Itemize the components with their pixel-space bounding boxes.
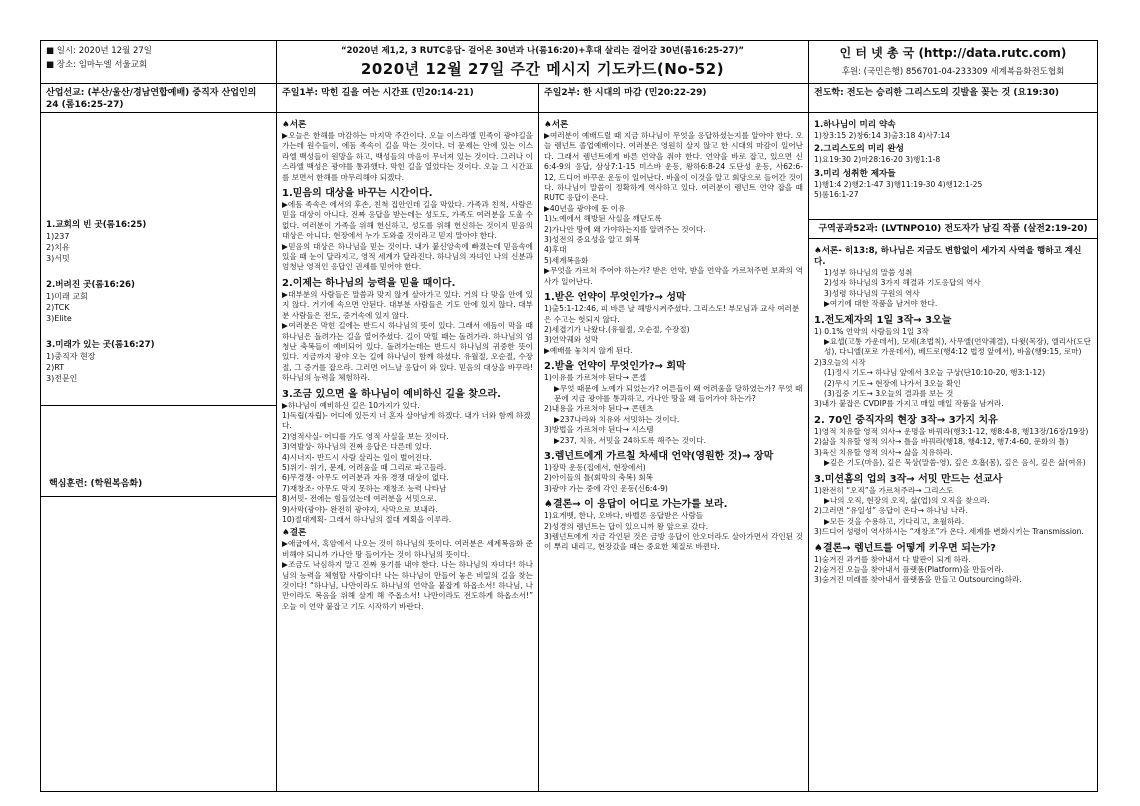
list-item: 3)역발상- 하나님의 진짜 응답은 다른데 있다. (282, 442, 432, 452)
list-item: 4)후대 (544, 245, 567, 255)
point-text: ▶대부분의 사람들은 말씀과 맞지 않게 살아가고 있다. 거의 다 맞을 안에 있지 않다. 거기에 속으면 안된다. 대부분 사람들은 기도 안에 있지 않다. 대부분 사람들은 전도, 증거속에 있지 않다. (282, 289, 533, 320)
section-heading: 1.하나님이 미리 약속 (814, 120, 896, 130)
list-item: 3)언약궤와 성막 (544, 335, 599, 345)
header-title-block (277, 41, 809, 83)
intro-text: ▶여러분이 예배드릴 때 지금 하나님이 무엇을 응답하셨는지를 알아야 한다. 오늘 렘넌트 졸업예배이다. 여러분은 영원히 살지 않고 한 시대의 마감이 일어난다. 그래서 렘넌트에게 바른 언약을 줘야 한다. 언약을 바로 잡고, 있으면 신6:4-9의 응답, 삼상7:1-15 미스바 운동, 왕하6:8-24 도단성 운동, 사62:6-12, 드디어 바꾸운 운동이 일어난다. 바울이 이것을 알고 회당으로 들어간 것이다. 하나님이 말씀이 정확하게 역사하고 있다. 여러분이 렘넌트 언약 잡을 때 RUTC 응답이 온다. (544, 131, 803, 203)
list-item: (1)정시 기도→ 하나님 앞에서 3오늘 구상(단10:10-20, 행3:1-12) (824, 368, 1046, 378)
list-item: 3)내가 붙잡은 CVDIP를 가지고 매일 매일 작품을 남겨라. (814, 399, 1004, 409)
list-item: 3)성전의 중요성을 알고 회복 (544, 235, 640, 245)
header-account: 후원: (국민은행) 856701-04-233309 세계복음화전도협회 (841, 67, 1065, 77)
list-item: 3)드디어 성령이 역사하시는 “재창조”가 온다. 세계를 변화시키는 Transmission. (814, 527, 1084, 537)
column-sunday-service-2 (539, 83, 809, 791)
header-meta (41, 41, 277, 83)
point-heading: 2.받을 언약이 무엇인가?→ 회막 (544, 361, 686, 373)
list-item: ▶모든 것을 수용하고, 기다리고, 초월하라. (824, 516, 965, 526)
list-item: 10)절대계획- 그래서 하나님의 절대 계획을 이루라. (282, 515, 452, 524)
list-item: 2)성자 하나님의 3가지 해결과 기도응답의 역사 (824, 278, 981, 288)
list-item: ▶나의 오직, 현장의 오직, 삶(업)의 오직을 찾으라. (824, 495, 990, 505)
conclusion-heading: ♠결론→ 렘넌트를 어떻게 키우면 되는가? (814, 542, 996, 554)
list-item: 2)치유 (46, 243, 70, 252)
list-item: 1)요19:30 2)마28:16-20 3)행1:1-8 (814, 155, 941, 165)
point-heading: 3.미션홈의 업의 3작→ 서밋 만드는 선교사 (814, 473, 1003, 485)
conclusion-text: ▶조금도 낙심하지 말고 진짜 용기를 내야 한다. 나는 하나님의 자녀다! 하나님의 능력을 체험할 사람이다! 나는 하나님이 만들어 놓은 비밀의 길을 찾는 것이다! “하나님, 나만이라도 하나님의 언약을 붙잡게 하옵소서! 하나님, 나만이라도 복음을 위해 살게 해 주옵소서! 나만이라도 전도하게 하옵소서!” 오늘 이 언약 붙잡고 기도 시작하기 바란다. (282, 560, 533, 611)
list-item: 2)삶을 치유할 영적 의사→ 틀을 바꿔라(행18, 행4:12, 행7:4-60, 문화의 틀) (814, 437, 1069, 447)
list-item: 7)재창조- 아무도 막지 못하는 재창조 능력 나타남 (282, 483, 447, 493)
list-item: 1)숨겨진 과거를 찾아내서 다 발판이 되게 하라. (814, 554, 971, 564)
list-item: 1)완전히 “오직”을 가르쳐주라→ 그리스도 (814, 485, 954, 495)
list-item: 6)무경쟁- 아무도 여러분과 자유 경쟁 대상이 없다. (282, 473, 449, 483)
list-item: ▶237나라와 치유와 서밋하는 것이다. (554, 414, 680, 424)
point-heading: 2. 70인 중직자의 현장 3작→ 3가지 치유 (814, 414, 998, 426)
list-item: 1)성부 하나님의 말씀 성취 (824, 268, 913, 277)
list-item: 5)세계복음화 (544, 255, 589, 265)
list-item: 1)창3:15 2)창6:14 3)출3:18 4)사7:14 (814, 131, 950, 140)
list-item: 1)독립(자립)- 어디에 있든지 너 혼자 살아남게 하겠다. 내가 너와 함께 하겠다. (282, 410, 531, 431)
intro-text: ▶오늘은 한해를 마감하는 마지막 주간이다. 오늘 이스라엘 민족이 광야길을 가는데 원수들이, 에돔 족속이 길을 막는 것이다. 더 문제는 안에 있는 이스라엘 백성들이 원망을 하고, 백성들의 마음이 무너져 있는 것이다. 그러나 이스라엘 백성은 광야를 통과했다. 막힌 길을 열었다는 것이다. 오늘 그 시간표를 보면서 한해를 마무리해야 되겠다. (282, 131, 533, 182)
list-item: 2)성경의 렘넌트는 답이 있으니까 왕 앞으로 갔다. (544, 521, 709, 531)
list-item: ▶여기에 대한 작품을 남겨야 한다. (824, 299, 938, 309)
point-heading: 1.받은 언약이 무엇인가?→ 성막 (544, 292, 686, 304)
list-item: 5)롬16:1-27 (814, 190, 859, 200)
list-item: 3)전문인 (46, 374, 78, 383)
list-item: ▶깊은 기도(마음), 깊은 묵상(말씀-영), 깊은 호흡(몸), 깊은 음식, 깊은 삶(여유) (824, 458, 1086, 468)
list-item: 3)방법을 가르쳐야 된다→ 시스템 (544, 425, 654, 435)
list-item: 2)숨겨진 오늘을 찾아내서 플랫폼(Platform)을 만들어라. (814, 564, 1004, 574)
column-heading: 주일2부: 한 시대의 마감 (민20:22-29) (539, 83, 808, 113)
point-text: ▶여러분은 막힌 길에는 반드시 하나님의 뜻이 있다. 그래서 에돔이 막을 때 하나님은 돌려가는 길을 열어주셨다. 길이 막힐 때는 돌려가라. 하나님의 엄청난 축복들이 예비되어 있다. 돌려가는데는 반드시 하나님의 귀중한 뜻이 있다. 지금까지 광야 오는 길에 하나님이 함께 하셨다. 유월절, 오순절, 수장절, 그 증거를 잡으라. 그러면 어느날 응답이 와 있다. 믿음의 대상을 바꾸라! 하나님의 능력을 체험하라. (282, 321, 533, 383)
intro-heading: ♠서론 (544, 120, 569, 130)
list-item: 1)이유를 가르쳐야 된다→ 콘셉 (544, 373, 647, 383)
point-heading: 1.믿음의 대상을 바꾸는 시간이다. (282, 188, 433, 200)
list-item: 9)사막(광야)- 완전히 광야지, 사막으로 보내라. (282, 504, 438, 514)
list-item: 2)가나안 땅에 왜 가야하는지를 알려주는 것이다. (544, 224, 706, 234)
list-item: 3)Elite (46, 314, 72, 323)
list-item: 2)내용을 가르쳐야 된다→ 콘텐츠 (544, 404, 654, 414)
list-item: 1)노예에서 해방된 사실을 깨닫도록 (544, 214, 662, 224)
list-item: (3)집중 기도→ 3오늘의 결과를 보는 것 (824, 389, 954, 399)
point-text: ▶믿음의 대상은 하나님을 믿는 것이다. 내가 붙신앙속에 빠졌는데 믿음속에 있을 때 눈이 달라지고, 영적 세계가 달라진다. 하나님의 자녀인 나의 신분과 엄청난 영적인 응답인 권세를 믿어야 한다. (282, 241, 533, 272)
list-item: ▶예배를 놓치지 않게 된다. (544, 345, 633, 355)
lesson-heading: 구역공과52과: (LVTNPO10) 전도자가 남길 작품 (살전2:19-20) (809, 219, 1097, 239)
list-item: 2)영적사실- 어디를 가도 영적 사실을 보는 것이다. (282, 431, 449, 441)
list-item: ▶40년을 광야에 둔 이유 (544, 203, 626, 213)
column-evangelism (809, 83, 1097, 791)
list-item: 2)아이들의 틀(회막의 축복) 회복 (544, 473, 653, 483)
point-text: ▶하나님이 예비하신 길은 10가지가 있다. (282, 400, 420, 410)
section-heading: 2.버려진 곳(롬16:26) (46, 280, 135, 290)
list-item: 1)장막 운동(집에서, 현장에서) (544, 462, 646, 472)
column-industrial-mission (41, 83, 277, 791)
list-item: ▶무엇 때문에 노예가 되었는가? 어른들이 왜 어려움을 당하였는가? 무엇 때문에 지금 광야를 통과하고, 가나안 땅을 왜 들어가야 하는가? (554, 383, 803, 403)
list-item: 1)237 (46, 232, 70, 241)
list-item: 4)시너지- 반드시 사람 살리는 일이 벌어진다. (282, 452, 432, 462)
column-sunday-service-1 (277, 83, 539, 791)
section-heading: 2.그리스도의 미리 완성 (814, 144, 904, 155)
section-heading: 1.교회의 빈 곳(롬16:25) (46, 220, 147, 230)
section-heading: 3.미래가 있는 곳(롬16:27) (46, 340, 155, 350)
list-item: 8)서밋- 전에는 힘들었는데 여러분을 서밋으로. (282, 494, 437, 504)
list-item: 3)성령 하나님의 구원의 역사 (824, 288, 920, 298)
list-item: 1)행1:4 2)행2:1-47 3)행11:19-30 4)행12:1-25 (814, 179, 983, 189)
header-date: ■ 일시: 2020년 12월 27일 (46, 46, 153, 56)
list-item: 5)위기- 위기, 문제, 어려움을 때 그리로 파고들라. (282, 462, 447, 472)
list-item: 1)미래 교회 (46, 292, 88, 301)
point-heading: 3.조금 있으면 올 하나님이 예비하신 길을 찾으라. (282, 388, 501, 400)
core-training-label: 핵심훈련: (학원복음화) (49, 479, 143, 489)
intro-heading: ♠서론 (282, 120, 307, 130)
list-item: 3)광야 가는 중에 각인 운동(신6:4-9) (544, 483, 668, 493)
column-heading: 주일1부: 막힌 길을 여는 시간표 (민20:14-21) (277, 83, 538, 113)
conclusion-heading: ♠결론→ 이 응답이 어디로 가는가를 보라. (544, 499, 728, 511)
point-heading: 1.전도제자의 1일 3작→ 3오늘 (814, 314, 952, 326)
header-title: 2020년 12월 27일 주간 메시지 기도카드(No-52) (360, 60, 725, 78)
column-heading: 전도학: 전도는 승리한 그리스도의 깃발을 꽂는 것 (요19:30) (809, 83, 1097, 113)
prayer-card-page (40, 40, 1098, 792)
header-place: ■ 장소: 임마누엘 서울교회 (46, 60, 148, 70)
section-heading: 3.미리 성취한 제자들 (814, 168, 896, 179)
list-item: 1)요게벳, 한나, 오바다, 바벨론 응답받은 사람들 (544, 511, 704, 521)
list-item: (2)무시 기도→ 현장에 나가서 3오늘 확인 (824, 378, 961, 388)
header-site: 인 터 넷 총 국 (http://data.rutc.com) (839, 46, 1067, 60)
list-item: 2)TCK (46, 303, 70, 312)
list-item: 2)그러면 “유일성” 응답이 온다→ 하나님 나라. (814, 506, 968, 516)
list-item: 1)영적 치유할 영적 의사→ 운명을 바꿔라(행3:1-12, 행8:4-8, 행13장/16장/19장) (814, 426, 1089, 436)
card-header (41, 41, 1097, 84)
list-item: 3)렘넌트에게 지금 각인된 것은 금방 응답이 안오더라도 살아가면서 각인된 것이 뿌리 내리고, 현장갔을 때는 중요한 체질로 바뀐다. (544, 532, 803, 552)
point-text: ▶에돔 족속은 에서의 후손, 친척 집안인데 길을 막았다. 가족과 친척, 사람은 믿을 대상이 아니다. 진짜 응답을 받는데는 성도도, 가족도 여러분을 도울 수 없다. 여러분이 가족을 위해 헌신하고, 성도를 위해 헌신하는 것이지 믿음의 대상은 아니다. 현장에서 누가 도와줄 것이라고 믿지 말아야 한다. (282, 200, 533, 241)
core-training-box (41, 405, 276, 497)
list-item: 3)숨겨진 미래를 찾아내서 플랫폼을 만들고 Outsourcing하라. (814, 575, 1022, 585)
list-item: 2)세겹기가 나왔다.(유월절, 오순절, 수장절) (544, 324, 690, 334)
list-item: 1)중직자 현장 (46, 352, 96, 361)
point-heading: 2.이제는 하나님의 능력을 믿을 때이다. (282, 277, 456, 289)
list-item: ▶요셉(고통 가운데서), 모세(초법칙), 사무엘(언약궤결), 다윗(목장), 엘리사(도단성), 다니엘(포로 가운데서), 베드로(행4:12 법정 앞에서), 바울(행9:15, 로마) (824, 337, 1091, 357)
point-heading: 3.렘넌트에게 가르칠 차세대 언약(영원한 것)→ 장막 (544, 450, 774, 462)
column-heading: 산업선교: (부산/울산/경남연합예배) 중직자 산업인의 24 (롬16:25-27) (41, 83, 276, 113)
header-contact (809, 41, 1097, 83)
list-item: 2)3오늘의 시작 (814, 357, 866, 367)
list-item: 3)서밋 (46, 254, 70, 263)
list-item: ▶237, 치유, 서밋을 24하도록 해주는 것이다. (554, 435, 707, 445)
list-item: 1)출5:1-12:46, 피 바른 날 해방시켜주셨다. 그리스도! 부모님과 교사 여러분은 수고는 헛되지 않다. (544, 304, 800, 324)
list-item: 1) 0.1% 언약의 사람들의 1일 3작 (814, 326, 929, 336)
conclusion-text: ▶애굽에서, 혹암에서 나오는 것이 하나님의 뜻이다. 여러분은 세계복음화 준비해야 되니까 가나안 땅 들어가는 것이 하나님의 뜻이다. (282, 539, 533, 559)
intro-text: ▶무엇을 가르쳐 주어야 하는가? 받은 언약, 받을 언약을 가르쳐주면 보좌의 역사가 일어난다. (544, 266, 803, 286)
header-subtitle: “2020년 제1,2, 3 RUTC응답- 걸어온 30년과 나(롬16:20)+후대 살리는 걸어갈 30년(롬16:25-27)” (341, 46, 744, 56)
list-item: 3)육신 치유할 영적 의사→ 삶을 치유하라. (814, 447, 953, 457)
list-item: 2)RT (46, 363, 65, 372)
conclusion-heading: ♠결론 (282, 528, 307, 539)
intro-heading: ♠서론- 히13:8, 하나님은 지금도 변함없이 세가지 사역을 행하고 계신다. (814, 246, 1082, 267)
